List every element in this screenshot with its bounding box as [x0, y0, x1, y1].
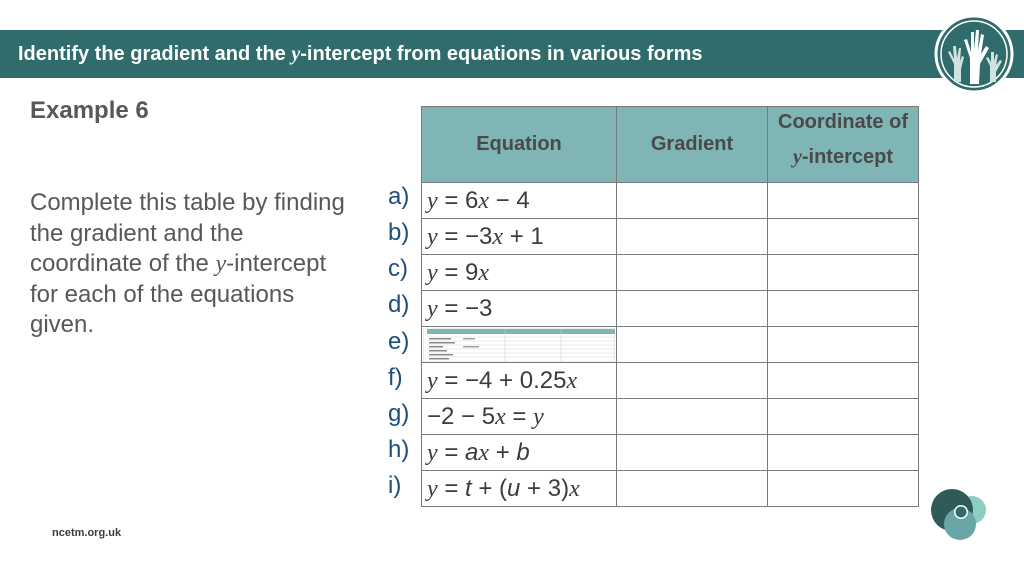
table-row: [422, 327, 919, 363]
gradient-cell-b[interactable]: [617, 219, 768, 255]
intercept-header-line2: [768, 134, 918, 169]
eq-text: = −3: [437, 294, 493, 322]
instruction-part: Complete this table by finding the gradient and the coordinate of the: [30, 189, 345, 277]
example-heading: Example 6: [30, 97, 149, 124]
gradient-cell-f[interactable]: [617, 363, 768, 399]
instruction-text: [30, 188, 360, 341]
eq-var: x: [566, 367, 578, 394]
table-header-row: [422, 107, 919, 183]
intercept-cell-c[interactable]: [768, 255, 919, 291]
row-label-i: i): [388, 472, 402, 499]
eq-text: + 3): [520, 474, 570, 502]
eq-text: = 6: [437, 186, 479, 214]
ncetm-circles-logo-icon: [926, 488, 992, 544]
instruction-variable: y: [215, 251, 227, 277]
eq-var: x: [478, 259, 490, 286]
eq-var: x: [495, 403, 506, 430]
intercept-cell-h[interactable]: [768, 435, 919, 471]
table-row: [422, 435, 919, 471]
title-variable: y: [291, 43, 301, 65]
eq-var: y: [427, 367, 438, 394]
equation-cell-c: [422, 255, 617, 291]
row-label-b: b): [388, 219, 410, 246]
eq-var: y: [427, 259, 438, 286]
intercept-cell-f[interactable]: [768, 363, 919, 399]
eq-text: + 1: [503, 222, 544, 250]
equation-cell-e: [422, 327, 617, 363]
equation-cell-f: [422, 363, 617, 399]
intercept-cell-a[interactable]: [768, 183, 919, 219]
table-row: [422, 471, 919, 507]
gradient-header: Gradient: [617, 107, 768, 183]
eq-var: x: [492, 223, 504, 250]
eq-text: −2 − 5: [427, 402, 496, 430]
eq-param: u: [507, 474, 521, 502]
intercept-header-variable: y: [792, 146, 802, 168]
gradient-cell-a[interactable]: [617, 183, 768, 219]
title-banner: [0, 30, 1024, 78]
intercept-header: [768, 107, 919, 183]
footer-url: ncetm.org.uk: [52, 527, 122, 539]
equation-cell-g: [422, 399, 617, 435]
eq-text: + (: [471, 474, 508, 502]
equation-cell-a: [422, 183, 617, 219]
gradient-cell-g[interactable]: [617, 399, 768, 435]
gradient-cell-i[interactable]: [617, 471, 768, 507]
gradient-cell-c[interactable]: [617, 255, 768, 291]
equation-header: Equation: [422, 107, 617, 183]
eq-text: − 4: [489, 186, 530, 214]
page-title: [18, 43, 703, 66]
equation-cell-i: [422, 471, 617, 507]
table-row: [422, 255, 919, 291]
hands-logo-icon: [934, 14, 1014, 94]
row-label-h: h): [388, 436, 410, 463]
title-text: Identify the gradient and the: [18, 43, 292, 65]
intercept-header-text: -intercept: [801, 146, 893, 168]
eq-var: y: [533, 403, 544, 430]
row-label-f: f): [388, 364, 403, 391]
intercept-cell-i[interactable]: [768, 471, 919, 507]
eq-text: = −4 + 0.25: [437, 366, 567, 394]
eq-var: y: [427, 223, 438, 250]
row-label-d: d): [388, 291, 410, 318]
equation-cell-b: [422, 219, 617, 255]
gradient-cell-e[interactable]: [617, 327, 768, 363]
eq-var: x: [478, 187, 490, 214]
eq-var: x: [569, 475, 580, 502]
eq-var: x: [478, 439, 490, 466]
equation-table: [421, 106, 919, 507]
intercept-header-line1: Coordinate of: [778, 111, 908, 133]
eq-text: =: [505, 402, 534, 430]
eq-text: =: [437, 474, 466, 502]
eq-text: = −3: [437, 222, 493, 250]
table-row: [422, 399, 919, 435]
intercept-cell-e[interactable]: [768, 327, 919, 363]
eq-text: =: [437, 438, 466, 466]
intercept-cell-d[interactable]: [768, 291, 919, 327]
eq-param: t: [465, 474, 472, 502]
intercept-cell-b[interactable]: [768, 219, 919, 255]
eq-var: y: [427, 187, 438, 214]
gradient-cell-d[interactable]: [617, 291, 768, 327]
row-label-g: g): [388, 400, 410, 427]
eq-var: y: [427, 295, 438, 322]
eq-var: y: [427, 439, 438, 466]
row-label-c: c): [388, 255, 408, 282]
title-text-end: -intercept from equations in various forms: [300, 43, 703, 65]
embedded-table-thumbnail: [423, 328, 615, 362]
eq-param: a: [465, 438, 479, 466]
eq-param: b: [516, 438, 530, 466]
table-row: [422, 363, 919, 399]
table-row: [422, 183, 919, 219]
eq-text: = 9: [437, 258, 479, 286]
row-label-a: a): [388, 183, 410, 210]
table-row: [422, 219, 919, 255]
equation-cell-h: [422, 435, 617, 471]
instruction-part-end: -intercept for each of the equations given.: [30, 250, 327, 338]
eq-var: y: [427, 475, 438, 502]
gradient-cell-h[interactable]: [617, 435, 768, 471]
equation-cell-d: [422, 291, 617, 327]
table-row: [422, 291, 919, 327]
intercept-cell-g[interactable]: [768, 399, 919, 435]
eq-text: +: [489, 438, 517, 466]
row-label-e: e): [388, 328, 410, 355]
